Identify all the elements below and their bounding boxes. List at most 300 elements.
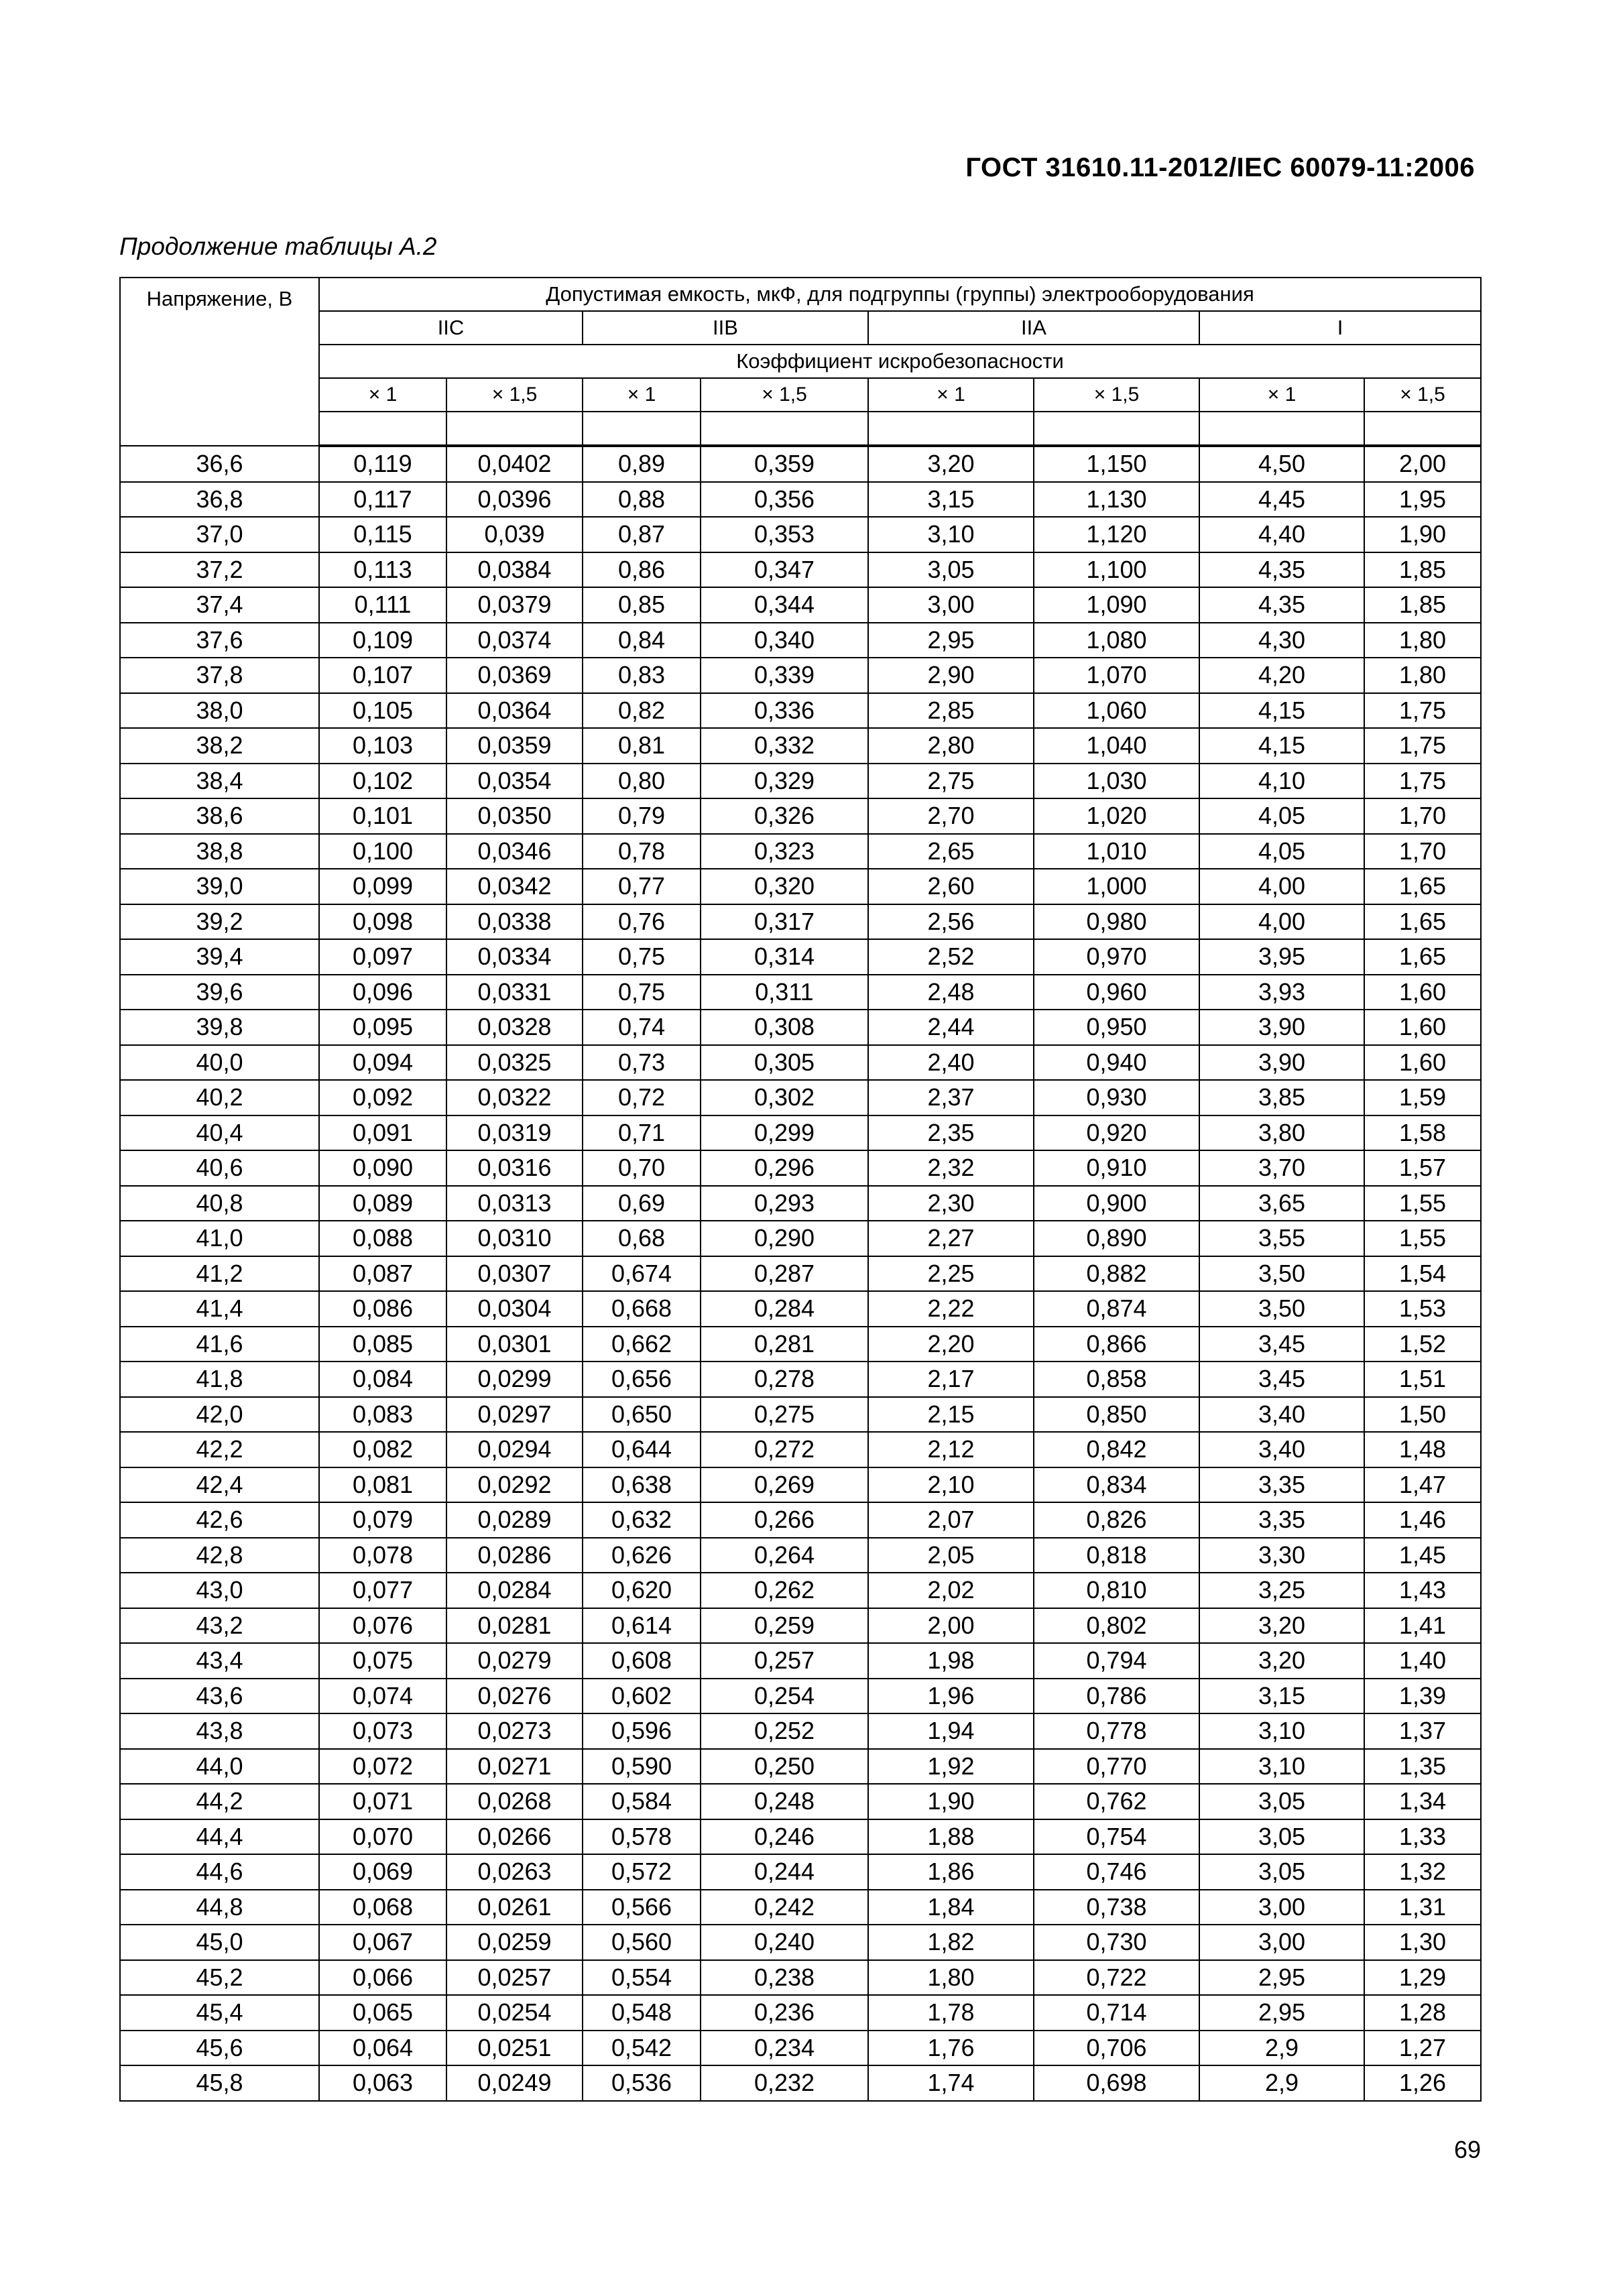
capacity-cell: 2,27 <box>868 1221 1034 1256</box>
capacity-cell: 1,29 <box>1364 1960 1481 1996</box>
table-row <box>120 1819 1481 1855</box>
empty-header-cell <box>701 412 868 446</box>
table-row <box>120 2065 1481 2101</box>
capacity-cell: 0,542 <box>583 2031 701 2066</box>
capacity-cell: 1,85 <box>1364 587 1481 623</box>
voltage-cell: 39,2 <box>120 904 319 940</box>
capacity-cell: 1,070 <box>1034 658 1199 693</box>
capacity-cell: 0,0259 <box>446 1925 583 1960</box>
capacity-cell: 4,50 <box>1199 446 1364 482</box>
capacity-cell: 1,52 <box>1364 1327 1481 1362</box>
capacity-cell: 0,0273 <box>446 1713 583 1749</box>
capacity-cell: 0,0271 <box>446 1749 583 1785</box>
voltage-cell: 42,8 <box>120 1538 319 1573</box>
capacity-cell: 0,339 <box>701 658 868 693</box>
capacity-cell: 0,70 <box>583 1150 701 1186</box>
capacity-cell: 2,95 <box>1199 1960 1364 1996</box>
capacity-cell: 0,359 <box>701 446 868 482</box>
voltage-cell: 44,0 <box>120 1749 319 1785</box>
factor-header: × 1 <box>868 378 1034 412</box>
capacity-cell: 2,25 <box>868 1256 1034 1292</box>
capacity-cell: 0,296 <box>701 1150 868 1186</box>
table-row <box>120 1925 1481 1960</box>
capacity-cell: 2,56 <box>868 904 1034 940</box>
capacity-cell: 3,80 <box>1199 1115 1364 1151</box>
capacity-cell: 0,900 <box>1034 1186 1199 1221</box>
capacity-cell: 0,254 <box>701 1679 868 1714</box>
capacity-cell: 3,90 <box>1199 1045 1364 1081</box>
capacity-cell: 3,85 <box>1199 1080 1364 1115</box>
voltage-cell: 37,4 <box>120 587 319 623</box>
capacity-cell: 0,602 <box>583 1679 701 1714</box>
table-row <box>120 1960 1481 1996</box>
capacity-cell: 0,656 <box>583 1362 701 1397</box>
capacity-cell: 0,259 <box>701 1608 868 1644</box>
capacity-cell: 2,05 <box>868 1538 1034 1573</box>
factor-header: × 1,5 <box>446 378 583 412</box>
capacity-cell: 1,55 <box>1364 1221 1481 1256</box>
capacity-cell: 0,826 <box>1034 1502 1199 1538</box>
table-row <box>120 1362 1481 1397</box>
coefficient-header: Коэффициент искробезопасности <box>319 345 1481 378</box>
capacity-cell: 1,55 <box>1364 1186 1481 1221</box>
capacity-cell: 0,0396 <box>446 482 583 518</box>
table-row <box>120 1186 1481 1221</box>
voltage-cell: 42,6 <box>120 1502 319 1538</box>
capacity-cell: 1,100 <box>1034 552 1199 588</box>
capacity-cell: 0,76 <box>583 904 701 940</box>
capacity-cell: 2,37 <box>868 1080 1034 1115</box>
capacity-cell: 0,0299 <box>446 1362 583 1397</box>
capacity-cell: 0,0268 <box>446 1784 583 1819</box>
capacity-cell: 3,20 <box>868 446 1034 482</box>
capacity-cell: 0,115 <box>319 517 446 552</box>
capacity-cell: 0,088 <box>319 1221 446 1256</box>
capacity-cell: 1,47 <box>1364 1467 1481 1503</box>
capacity-cell: 0,089 <box>319 1186 446 1221</box>
capacity-cell: 0,0384 <box>446 552 583 588</box>
capacity-cell: 0,248 <box>701 1784 868 1819</box>
capacity-cell: 1,39 <box>1364 1679 1481 1714</box>
capacity-cell: 0,336 <box>701 693 868 729</box>
capacity-cell: 0,326 <box>701 798 868 834</box>
capacity-cell: 0,073 <box>319 1713 446 1749</box>
capacity-cell: 0,0281 <box>446 1608 583 1644</box>
capacity-cell: 0,874 <box>1034 1291 1199 1327</box>
capacity-cell: 0,0325 <box>446 1045 583 1081</box>
capacity-cell: 0,83 <box>583 658 701 693</box>
capacity-cell: 0,866 <box>1034 1327 1199 1362</box>
capacity-cell: 0,250 <box>701 1749 868 1785</box>
capacity-cell: 0,094 <box>319 1045 446 1081</box>
capacity-cell: 4,45 <box>1199 482 1364 518</box>
capacity-cell: 1,090 <box>1034 587 1199 623</box>
table-row <box>120 1573 1481 1608</box>
capacity-cell: 0,566 <box>583 1890 701 1925</box>
voltage-cell: 43,8 <box>120 1713 319 1749</box>
capacity-cell: 0,584 <box>583 1784 701 1819</box>
capacity-cell: 0,802 <box>1034 1608 1199 1644</box>
capacity-cell: 1,96 <box>868 1679 1034 1714</box>
capacity-cell: 2,9 <box>1199 2031 1364 2066</box>
capacity-cell: 0,085 <box>319 1327 446 1362</box>
capacity-cell: 0,078 <box>319 1538 446 1573</box>
capacity-cell: 0,070 <box>319 1819 446 1855</box>
capacity-cell: 3,55 <box>1199 1221 1364 1256</box>
capacity-cell: 1,120 <box>1034 517 1199 552</box>
capacity-cell: 3,93 <box>1199 975 1364 1010</box>
voltage-cell: 41,2 <box>120 1256 319 1292</box>
voltage-cell: 42,2 <box>120 1432 319 1467</box>
capacity-cell: 1,32 <box>1364 1854 1481 1890</box>
capacity-cell: 0,730 <box>1034 1925 1199 1960</box>
capacity-cell: 0,0279 <box>446 1643 583 1679</box>
capacity-cell: 0,284 <box>701 1291 868 1327</box>
capacity-cell: 0,064 <box>319 2031 446 2066</box>
capacity-cell: 0,287 <box>701 1256 868 1292</box>
capacity-cell: 0,770 <box>1034 1749 1199 1785</box>
voltage-cell: 45,0 <box>120 1925 319 1960</box>
voltage-cell: 41,0 <box>120 1221 319 1256</box>
capacity-cell: 3,40 <box>1199 1397 1364 1433</box>
voltage-cell: 40,4 <box>120 1115 319 1151</box>
capacity-cell: 0,323 <box>701 834 868 869</box>
capacity-cell: 0,0310 <box>446 1221 583 1256</box>
capacity-cell: 0,0301 <box>446 1327 583 1362</box>
capacity-cell: 0,810 <box>1034 1573 1199 1608</box>
capacity-cell: 0,778 <box>1034 1713 1199 1749</box>
capacity-cell: 1,45 <box>1364 1538 1481 1573</box>
table-row <box>120 1115 1481 1151</box>
capacity-cell: 0,596 <box>583 1713 701 1749</box>
capacity-cell: 1,80 <box>1364 623 1481 658</box>
capacity-cell: 1,34 <box>1364 1784 1481 1819</box>
capacity-cell: 1,51 <box>1364 1362 1481 1397</box>
empty-header-cell <box>583 412 701 446</box>
table-row <box>120 1890 1481 1925</box>
capacity-cell: 3,10 <box>868 517 1034 552</box>
table-row <box>120 1643 1481 1679</box>
capacity-cell: 0,066 <box>319 1960 446 1996</box>
empty-header-cell <box>319 412 446 446</box>
voltage-cell: 42,0 <box>120 1397 319 1433</box>
table-row <box>120 975 1481 1010</box>
capacity-cell: 0,072 <box>319 1749 446 1785</box>
voltage-cell: 40,2 <box>120 1080 319 1115</box>
capacity-cell: 3,90 <box>1199 1010 1364 1045</box>
capacity-cell: 1,000 <box>1034 869 1199 904</box>
document-code-header: ГОСТ 31610.11-2012/IEC 60079-11:2006 <box>965 153 1475 182</box>
capacity-cell: 0,0346 <box>446 834 583 869</box>
voltage-cell: 39,0 <box>120 869 319 904</box>
capacity-cell: 0,347 <box>701 552 868 588</box>
capacity-cell: 0,850 <box>1034 1397 1199 1433</box>
table-row <box>120 482 1481 518</box>
capacity-cell: 1,82 <box>868 1925 1034 1960</box>
capacity-cell: 2,00 <box>1364 446 1481 482</box>
table-row <box>120 904 1481 940</box>
capacity-cell: 0,320 <box>701 869 868 904</box>
capacity-cell: 4,15 <box>1199 728 1364 764</box>
table-row <box>120 1467 1481 1503</box>
capacity-cell: 3,00 <box>868 587 1034 623</box>
capacity-cell: 1,58 <box>1364 1115 1481 1151</box>
capacity-cell: 0,0263 <box>446 1854 583 1890</box>
table-row <box>120 728 1481 764</box>
capacity-cell: 0,0307 <box>446 1256 583 1292</box>
capacity-cell: 0,272 <box>701 1432 868 1467</box>
voltage-cell: 44,8 <box>120 1890 319 1925</box>
table-row <box>120 446 1481 482</box>
voltage-cell: 41,4 <box>120 1291 319 1327</box>
capacity-cell: 1,60 <box>1364 1045 1481 1081</box>
capacity-cell: 0,0338 <box>446 904 583 940</box>
capacity-cell: 0,536 <box>583 2065 701 2101</box>
capacity-cell: 1,26 <box>1364 2065 1481 2101</box>
capacity-cell: 0,069 <box>319 1854 446 1890</box>
table-row <box>120 1995 1481 2031</box>
voltage-cell: 37,0 <box>120 517 319 552</box>
capacity-cell: 3,10 <box>1199 1749 1364 1785</box>
capacity-cell: 0,244 <box>701 1854 868 1890</box>
capacity-cell: 1,75 <box>1364 693 1481 729</box>
capacity-cell: 0,85 <box>583 587 701 623</box>
empty-header-cell <box>868 412 1034 446</box>
voltage-cell: 45,4 <box>120 1995 319 2031</box>
capacity-cell: 2,9 <box>1199 2065 1364 2101</box>
capacity-cell: 1,95 <box>1364 482 1481 518</box>
table-row <box>120 1150 1481 1186</box>
capacity-cell: 2,15 <box>868 1397 1034 1433</box>
capacity-cell: 2,65 <box>868 834 1034 869</box>
capacity-cell: 0,794 <box>1034 1643 1199 1679</box>
capacity-cell: 0,269 <box>701 1467 868 1503</box>
capacity-cell: 0,340 <box>701 623 868 658</box>
voltage-cell: 37,8 <box>120 658 319 693</box>
capacity-cell: 3,70 <box>1199 1150 1364 1186</box>
capacity-cell: 0,910 <box>1034 1150 1199 1186</box>
capacity-cell: 0,332 <box>701 728 868 764</box>
capacity-cell: 0,626 <box>583 1538 701 1573</box>
capacity-cell: 0,0251 <box>446 2031 583 2066</box>
table-row <box>120 623 1481 658</box>
capacity-cell: 0,275 <box>701 1397 868 1433</box>
table-row <box>120 2031 1481 2066</box>
voltage-cell: 42,4 <box>120 1467 319 1503</box>
voltage-cell: 45,2 <box>120 1960 319 1996</box>
capacity-cell: 0,74 <box>583 1010 701 1045</box>
capacity-cell: 0,68 <box>583 1221 701 1256</box>
factor-header: × 1 <box>583 378 701 412</box>
group-header: IIB <box>583 311 868 345</box>
capacity-cell: 2,95 <box>868 623 1034 658</box>
capacity-cell: 1,75 <box>1364 728 1481 764</box>
table-row <box>120 869 1481 904</box>
capacity-cell: 0,0331 <box>446 975 583 1010</box>
capacity-cell: 0,084 <box>319 1362 446 1397</box>
capacity-cell: 3,50 <box>1199 1291 1364 1327</box>
table-row <box>120 939 1481 975</box>
capacity-cell: 1,65 <box>1364 869 1481 904</box>
capacity-cell: 0,82 <box>583 693 701 729</box>
empty-header-cell <box>1034 412 1199 446</box>
capacity-cell: 0,638 <box>583 1467 701 1503</box>
capacity-cell: 1,98 <box>868 1643 1034 1679</box>
capacity-cell: 0,246 <box>701 1819 868 1855</box>
table-row <box>120 1713 1481 1749</box>
voltage-cell: 43,0 <box>120 1573 319 1608</box>
capacity-cell: 1,030 <box>1034 764 1199 799</box>
capacity-cell: 1,33 <box>1364 1819 1481 1855</box>
empty-header-cell <box>1199 412 1364 446</box>
capacity-cell: 1,86 <box>868 1854 1034 1890</box>
capacity-cell: 0,950 <box>1034 1010 1199 1045</box>
capacity-cell: 2,75 <box>868 764 1034 799</box>
capacity-cell: 3,40 <box>1199 1432 1364 1467</box>
capacity-cell: 0,0276 <box>446 1679 583 1714</box>
capacity-cell: 1,28 <box>1364 1995 1481 2031</box>
capacity-cell: 0,0374 <box>446 623 583 658</box>
capacity-cell: 2,10 <box>868 1467 1034 1503</box>
capacity-cell: 0,039 <box>446 517 583 552</box>
capacity-cell: 1,57 <box>1364 1150 1481 1186</box>
capacity-cell: 1,060 <box>1034 693 1199 729</box>
capacity-cell: 2,22 <box>868 1291 1034 1327</box>
capacity-cell: 2,85 <box>868 693 1034 729</box>
capacity-cell: 0,632 <box>583 1502 701 1538</box>
voltage-cell: 44,6 <box>120 1854 319 1890</box>
capacity-cell: 1,080 <box>1034 623 1199 658</box>
capacity-cell: 0,930 <box>1034 1080 1199 1115</box>
capacity-cell: 0,105 <box>319 693 446 729</box>
capacity-cell: 4,20 <box>1199 658 1364 693</box>
voltage-cell: 43,6 <box>120 1679 319 1714</box>
capacity-cell: 0,834 <box>1034 1467 1199 1503</box>
capacity-cell: 0,0322 <box>446 1080 583 1115</box>
table-row <box>120 552 1481 588</box>
capacity-cell: 0,858 <box>1034 1362 1199 1397</box>
capacity-cell: 2,07 <box>868 1502 1034 1538</box>
capacity-cell: 0,236 <box>701 1995 868 2031</box>
capacity-cell: 0,882 <box>1034 1256 1199 1292</box>
capacity-cell: 0,746 <box>1034 1854 1199 1890</box>
capacity-cell: 0,650 <box>583 1397 701 1433</box>
capacity-cell: 1,130 <box>1034 482 1199 518</box>
capacity-cell: 0,099 <box>319 869 446 904</box>
capacity-cell: 1,46 <box>1364 1502 1481 1538</box>
capacity-cell: 0,614 <box>583 1608 701 1644</box>
capacity-cell: 0,84 <box>583 623 701 658</box>
capacity-cell: 0,662 <box>583 1327 701 1362</box>
capacity-cell: 0,308 <box>701 1010 868 1045</box>
capacity-cell: 2,00 <box>868 1608 1034 1644</box>
capacity-cell: 0,920 <box>1034 1115 1199 1151</box>
capacity-cell: 4,40 <box>1199 517 1364 552</box>
factor-header: × 1,5 <box>701 378 868 412</box>
capacity-cell: 0,0249 <box>446 2065 583 2101</box>
capacity-cell: 3,95 <box>1199 939 1364 975</box>
table-row <box>120 517 1481 552</box>
voltage-cell: 43,2 <box>120 1608 319 1644</box>
capacity-cell: 0,086 <box>319 1291 446 1327</box>
capacity-cell: 2,44 <box>868 1010 1034 1045</box>
factor-header: × 1 <box>1199 378 1364 412</box>
table-row <box>120 798 1481 834</box>
table-caption: Продолжение таблицы А.2 <box>119 233 437 260</box>
capacity-cell: 0,0261 <box>446 1890 583 1925</box>
table-row <box>120 1010 1481 1045</box>
capacity-cell: 1,43 <box>1364 1573 1481 1608</box>
table-row <box>120 1397 1481 1433</box>
capacity-cell: 0,72 <box>583 1080 701 1115</box>
capacity-cell: 0,102 <box>319 764 446 799</box>
capacity-cell: 0,257 <box>701 1643 868 1679</box>
capacity-cell: 1,94 <box>868 1713 1034 1749</box>
capacity-cell: 0,754 <box>1034 1819 1199 1855</box>
capacity-cell: 0,083 <box>319 1397 446 1433</box>
voltage-cell: 40,6 <box>120 1150 319 1186</box>
capacity-cell: 1,65 <box>1364 904 1481 940</box>
capacity-cell: 0,242 <box>701 1890 868 1925</box>
capacity-cell: 0,329 <box>701 764 868 799</box>
capacity-cell: 0,78 <box>583 834 701 869</box>
capacity-cell: 0,578 <box>583 1819 701 1855</box>
capacity-cell: 0,842 <box>1034 1432 1199 1467</box>
capacity-cell: 0,75 <box>583 975 701 1010</box>
capacity-cell: 0,065 <box>319 1995 446 2031</box>
voltage-cell: 39,4 <box>120 939 319 975</box>
voltage-cell: 45,6 <box>120 2031 319 2066</box>
capacity-header: Допустимая емкость, мкФ, для подгруппы (группы) электрооборудования <box>319 278 1481 311</box>
capacity-cell: 0,786 <box>1034 1679 1199 1714</box>
capacity-cell: 0,80 <box>583 764 701 799</box>
capacity-cell: 0,560 <box>583 1925 701 1960</box>
capacity-cell: 0,0379 <box>446 587 583 623</box>
capacity-cell: 0,109 <box>319 623 446 658</box>
capacity-cell: 0,0292 <box>446 1467 583 1503</box>
table-row <box>120 1538 1481 1573</box>
capacity-cell: 0,238 <box>701 1960 868 1996</box>
capacity-cell: 0,113 <box>319 552 446 588</box>
table-row <box>120 834 1481 869</box>
capacity-cell: 4,05 <box>1199 834 1364 869</box>
voltage-cell: 44,4 <box>120 1819 319 1855</box>
capacity-cell: 2,60 <box>868 869 1034 904</box>
capacity-cell: 3,35 <box>1199 1502 1364 1538</box>
table-row <box>120 1291 1481 1327</box>
page-number: 69 <box>1453 2136 1481 2163</box>
capacity-cell: 0,087 <box>319 1256 446 1292</box>
capacity-cell: 1,40 <box>1364 1643 1481 1679</box>
capacity-cell: 0,0313 <box>446 1186 583 1221</box>
capacity-cell: 3,45 <box>1199 1327 1364 1362</box>
capacity-cell: 4,00 <box>1199 904 1364 940</box>
capacity-cell: 1,84 <box>868 1890 1034 1925</box>
table-row <box>120 1502 1481 1538</box>
capacity-cell: 1,74 <box>868 2065 1034 2101</box>
capacity-cell: 0,063 <box>319 2065 446 2101</box>
capacity-cell: 1,50 <box>1364 1397 1481 1433</box>
capacity-cell: 0,278 <box>701 1362 868 1397</box>
capacity-cell: 0,101 <box>319 798 446 834</box>
capacitance-table <box>119 277 1482 2102</box>
capacity-cell: 0,0254 <box>446 1995 583 2031</box>
table-row <box>120 1784 1481 1819</box>
factor-header: × 1,5 <box>1034 378 1199 412</box>
capacity-cell: 0,548 <box>583 1995 701 2031</box>
capacity-cell: 0,252 <box>701 1713 868 1749</box>
capacity-cell: 0,097 <box>319 939 446 975</box>
